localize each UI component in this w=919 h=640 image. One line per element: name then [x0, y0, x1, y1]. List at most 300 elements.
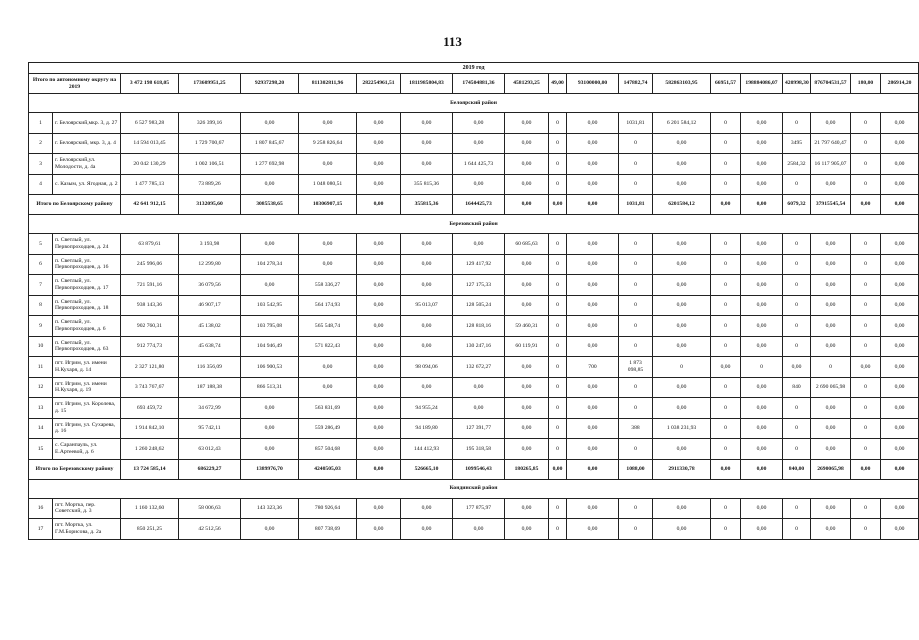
row-cell: 0 [619, 398, 653, 419]
row-cell: 63 012,43 [179, 439, 241, 460]
row-cell: 0,00 [241, 234, 299, 255]
row-cell: 0,00 [453, 377, 505, 398]
row-cell: 912 774,73 [121, 336, 179, 357]
row-number: 15 [29, 439, 53, 460]
district-total-cell: 6079,32 [783, 195, 811, 215]
row-cell: 0,00 [453, 133, 505, 154]
row-address: г. Белоярский, мкр. 3, д. 4 [53, 133, 121, 154]
row-cell: 0 [549, 336, 567, 357]
row-cell: 0,00 [741, 154, 783, 175]
row-cell: 45 138,02 [179, 316, 241, 337]
district-total-cell: 180265,85 [505, 459, 549, 479]
row-cell: 0,00 [401, 275, 453, 296]
row-cell: 0 [711, 275, 741, 296]
row-cell: 0,00 [653, 498, 711, 519]
row-cell: 0,00 [881, 275, 919, 296]
row-cell: 0,00 [741, 254, 783, 275]
row-cell: 0,00 [567, 174, 619, 195]
row-cell: 564 174,93 [299, 295, 357, 316]
district-total-cell: 0,00 [741, 195, 783, 215]
row-cell: 0 [619, 519, 653, 540]
row-cell: 1 477 785,13 [121, 174, 179, 195]
row-cell: 73 889,26 [179, 174, 241, 195]
summary-cell: 3 472 198 618,05 [121, 74, 179, 94]
district-header [29, 215, 919, 234]
row-cell: 902 760,31 [121, 316, 179, 337]
row-address: пгт. Игрим, ул. имени Н.Кухаря, д. 14 [53, 357, 121, 378]
district-total-cell: 4240505,03 [299, 459, 357, 479]
row-cell: 0 [619, 133, 653, 154]
row-cell: 0,00 [453, 113, 505, 134]
row-address: г. Белоярский,ул. Молодости, д. 4а [53, 154, 121, 175]
row-cell: 0,00 [881, 439, 919, 460]
row-number: 10 [29, 336, 53, 357]
row-cell: 0,00 [401, 133, 453, 154]
row-cell: 0,00 [505, 174, 549, 195]
district-total-cell: 42 641 912,15 [121, 195, 179, 215]
row-cell: 0 [783, 254, 811, 275]
row-cell: 0,00 [653, 174, 711, 195]
district-total-cell: 0,00 [549, 195, 567, 215]
row-cell: 0 [549, 316, 567, 337]
row-cell: 0,00 [881, 174, 919, 195]
row-cell: 0,00 [401, 154, 453, 175]
row-cell: 1 807 845,67 [241, 133, 299, 154]
row-address: п. Светлый, ул. Первопроходцев, д. 63 [53, 336, 121, 357]
row-cell: 0,00 [505, 357, 549, 378]
row-cell: 16 117 905,07 [811, 154, 851, 175]
row-cell: 0,00 [653, 295, 711, 316]
row-cell: 0,00 [811, 234, 851, 255]
row-cell: 0,00 [567, 154, 619, 175]
row-cell: 0 [783, 234, 811, 255]
row-cell: 0 [619, 439, 653, 460]
row-cell: 0,00 [653, 154, 711, 175]
district-total-cell: 526665,10 [401, 459, 453, 479]
row-cell: 1 160 132,60 [121, 498, 179, 519]
district-total-row [29, 195, 919, 215]
district-total-label: Итого по Березовскому району [29, 459, 121, 479]
row-cell: 0,00 [241, 439, 299, 460]
district-total-cell: 0,00 [549, 459, 567, 479]
row-cell: 0,00 [505, 519, 549, 540]
row-cell: 0,00 [357, 275, 401, 296]
row-cell: 0,00 [401, 336, 453, 357]
summary-cell: 92937298,20 [241, 74, 299, 94]
row-cell: 0 [549, 498, 567, 519]
district-total-cell: 0,00 [711, 459, 741, 479]
row-cell: 143 323,36 [241, 498, 299, 519]
row-cell: 0,00 [505, 154, 549, 175]
row-cell: 46 907,17 [179, 295, 241, 316]
row-cell: 0,00 [357, 174, 401, 195]
row-cell: 0,00 [401, 316, 453, 337]
row-cell: 0,00 [357, 133, 401, 154]
table-row [29, 275, 919, 296]
row-cell: 0,00 [741, 275, 783, 296]
row-cell: 144 412,93 [401, 439, 453, 460]
table-row [29, 336, 919, 357]
summary-row [29, 74, 919, 94]
row-cell: 0 [711, 254, 741, 275]
row-number: 1 [29, 113, 53, 134]
row-cell: 0,00 [811, 439, 851, 460]
row-cell: 0,00 [505, 498, 549, 519]
row-cell: 21 797 640,47 [811, 133, 851, 154]
row-cell: 0,00 [357, 113, 401, 134]
summary-cell: 876704531,57 [811, 74, 851, 94]
district-total-cell: 0,00 [851, 459, 881, 479]
row-cell: 195 318,58 [453, 439, 505, 460]
row-cell: 0,00 [505, 418, 549, 439]
table-row [29, 357, 919, 378]
district-total-cell: 1099546,43 [453, 459, 505, 479]
row-cell: 1 260 248,62 [121, 439, 179, 460]
row-cell: 98 094,06 [401, 357, 453, 378]
row-cell: 0,00 [811, 418, 851, 439]
row-cell: 0,00 [299, 377, 357, 398]
row-cell: 0,00 [881, 133, 919, 154]
row-cell: 558 336,27 [299, 275, 357, 296]
row-cell: 0,00 [811, 316, 851, 337]
row-cell: 0,00 [711, 357, 741, 378]
row-cell: 0,00 [741, 133, 783, 154]
row-cell: 0,00 [567, 275, 619, 296]
row-cell: 388 [619, 418, 653, 439]
row-cell: 0,00 [453, 234, 505, 255]
summary-cell: 1811985804,83 [401, 74, 453, 94]
row-cell: 12 299,80 [179, 254, 241, 275]
district-total-cell: 0,00 [357, 195, 401, 215]
row-cell: 3495 [783, 133, 811, 154]
row-cell: 0,00 [505, 254, 549, 275]
row-cell: 0 [851, 498, 881, 519]
row-cell: 1 729 700,67 [179, 133, 241, 154]
row-cell: 0 [783, 439, 811, 460]
row-cell: 0 [783, 498, 811, 519]
row-cell: 0,00 [811, 113, 851, 134]
row-cell: 0 [851, 398, 881, 419]
row-cell: 0 [619, 295, 653, 316]
table-row [29, 439, 919, 460]
row-cell: 0 [783, 174, 811, 195]
row-address: г. Белоярский,мкр. 3, д. 27 [53, 113, 121, 134]
row-number: 17 [29, 519, 53, 540]
row-cell: 0,00 [881, 113, 919, 134]
district-total-cell: 37915545,54 [811, 195, 851, 215]
row-cell: 0 [549, 234, 567, 255]
row-cell: 0,00 [505, 439, 549, 460]
district-total-cell: 0,00 [567, 195, 619, 215]
row-cell: 563 831,69 [299, 398, 357, 419]
row-cell: 0,00 [567, 254, 619, 275]
row-number: 8 [29, 295, 53, 316]
row-address: пгт. Игрим, ул. имени Н.Кухаря, д. 19 [53, 377, 121, 398]
row-cell: 0,00 [505, 295, 549, 316]
row-cell: 0,00 [881, 377, 919, 398]
summary-cell: 420998,30 [783, 74, 811, 94]
table-row [29, 418, 919, 439]
row-address: п. Светлый, ул. Первопроходцев, д. 6 [53, 316, 121, 337]
row-cell: 807 738,69 [299, 519, 357, 540]
summary-cell: 49,00 [549, 74, 567, 94]
district-total-cell: 1389976,70 [241, 459, 299, 479]
row-cell: 0 [549, 133, 567, 154]
row-cell: 0 [549, 174, 567, 195]
table-row [29, 113, 919, 134]
row-cell: 693 459,72 [121, 398, 179, 419]
district-total-cell: 6201584,12 [653, 195, 711, 215]
row-cell: 0,00 [741, 418, 783, 439]
row-cell: 0,00 [653, 133, 711, 154]
table-row [29, 133, 919, 154]
row-cell: 0 [549, 295, 567, 316]
summary-label: Итого по автономному округу на 2019 [29, 74, 121, 94]
row-cell: 0,00 [653, 254, 711, 275]
row-cell: 0 [711, 113, 741, 134]
row-address: п. Светлый, ул. Первопроходцев, д. 18 [53, 295, 121, 316]
row-cell: 0,00 [881, 234, 919, 255]
row-cell: 2584,32 [783, 154, 811, 175]
row-cell: 0 [711, 377, 741, 398]
row-cell: 0,00 [811, 295, 851, 316]
budget-table [28, 62, 919, 540]
district-total-cell: 1031,81 [619, 195, 653, 215]
row-cell: 0,00 [653, 377, 711, 398]
row-cell: 0,00 [401, 113, 453, 134]
row-cell: 0,00 [567, 295, 619, 316]
table-row [29, 398, 919, 419]
row-cell: 94 189,80 [401, 418, 453, 439]
row-cell: 0,00 [299, 113, 357, 134]
row-cell: 9 258 826,64 [299, 133, 357, 154]
row-cell: 0 [619, 377, 653, 398]
summary-cell: 811302811,96 [299, 74, 357, 94]
district-name: Кондинский район [29, 479, 919, 498]
row-cell: 0,00 [357, 519, 401, 540]
row-cell: 0,00 [741, 377, 783, 398]
row-cell: 0,00 [881, 336, 919, 357]
row-cell: 0,00 [653, 336, 711, 357]
row-cell: 0 [711, 174, 741, 195]
row-cell: 45 638,74 [179, 336, 241, 357]
row-number: 6 [29, 254, 53, 275]
table-row [29, 174, 919, 195]
row-cell: 0 [783, 336, 811, 357]
row-cell: 0,00 [811, 498, 851, 519]
row-cell: 0,00 [357, 418, 401, 439]
row-cell: 0,00 [357, 154, 401, 175]
row-cell: 0 [549, 275, 567, 296]
row-cell: 0 [549, 113, 567, 134]
row-cell: 840 [783, 377, 811, 398]
row-cell: 0 [711, 439, 741, 460]
row-cell: 0,00 [567, 498, 619, 519]
district-total-cell: 13 724 585,14 [121, 459, 179, 479]
row-cell: 58 006,63 [179, 498, 241, 519]
row-cell: 1 873 098,85 [619, 357, 653, 378]
district-total-cell: 3085538,65 [241, 195, 299, 215]
summary-cell: 282254961,51 [357, 74, 401, 94]
row-address: с. Казым, ул. Ягодная, д. 2 [53, 174, 121, 195]
row-cell: 0 [619, 154, 653, 175]
row-cell: 0 [711, 418, 741, 439]
row-cell: 326 399,16 [179, 113, 241, 134]
row-cell: 0,00 [453, 174, 505, 195]
row-cell: 116 356,09 [179, 357, 241, 378]
row-cell: 0 [783, 316, 811, 337]
row-cell: 0 [783, 418, 811, 439]
row-cell: 0,00 [653, 234, 711, 255]
table-row [29, 498, 919, 519]
row-cell: 0,00 [505, 377, 549, 398]
row-cell: 0,00 [401, 254, 453, 275]
summary-cell: 582863103,95 [653, 74, 711, 94]
row-cell: 0,00 [401, 377, 453, 398]
row-number: 16 [29, 498, 53, 519]
row-cell: 0,00 [241, 174, 299, 195]
row-number: 7 [29, 275, 53, 296]
row-cell: 0,00 [741, 295, 783, 316]
row-cell: 0,00 [741, 113, 783, 134]
row-cell: 2 327 121,80 [121, 357, 179, 378]
row-cell: 0,00 [357, 377, 401, 398]
row-cell: 0,00 [783, 357, 811, 378]
row-cell: 1 914 842,10 [121, 418, 179, 439]
row-address: п. Светлый, ул. Первопроходцев, д. 16 [53, 254, 121, 275]
row-cell: 0,00 [811, 398, 851, 419]
row-cell: 0,00 [881, 498, 919, 519]
row-number: 4 [29, 174, 53, 195]
row-address: с. Саранпауль, ул. Е.Артеевой, д. 6 [53, 439, 121, 460]
row-cell: 128 818,16 [453, 316, 505, 337]
summary-cell: 173609951,25 [179, 74, 241, 94]
row-cell: 0 [619, 336, 653, 357]
row-cell: 0 [851, 519, 881, 540]
summary-cell: 4581293,25 [505, 74, 549, 94]
row-cell: 0,00 [881, 398, 919, 419]
row-cell: 0,00 [453, 519, 505, 540]
row-cell: 106 900,53 [241, 357, 299, 378]
row-number: 13 [29, 398, 53, 419]
row-cell: 0,00 [811, 275, 851, 296]
row-cell: 103 542,95 [241, 295, 299, 316]
row-number: 3 [29, 154, 53, 175]
row-cell: 0,00 [357, 357, 401, 378]
row-cell: 60 685,63 [505, 234, 549, 255]
row-cell: 2 690 065,98 [811, 377, 851, 398]
row-cell: 0,00 [567, 519, 619, 540]
row-cell: 0,00 [881, 254, 919, 275]
row-cell: 127 391,77 [453, 418, 505, 439]
row-address: п. Светлый, ул. Первопроходцев, д. 17 [53, 275, 121, 296]
district-header [29, 479, 919, 498]
district-total-cell: 0,00 [505, 195, 549, 215]
row-cell: 0 [549, 519, 567, 540]
row-cell: 700 [567, 357, 619, 378]
row-cell: 0,00 [401, 234, 453, 255]
row-cell: 0,00 [741, 498, 783, 519]
row-cell: 0,00 [653, 398, 711, 419]
row-cell: 0 [619, 174, 653, 195]
district-total-cell: 0,00 [567, 459, 619, 479]
row-cell: 0 [549, 254, 567, 275]
row-cell: 0 [851, 113, 881, 134]
row-cell: 0 [711, 316, 741, 337]
row-cell: 0 [711, 295, 741, 316]
row-cell: 95 013,07 [401, 295, 453, 316]
page-number: 113 [443, 34, 462, 49]
row-cell: 60 119,91 [505, 336, 549, 357]
row-cell: 0 [851, 254, 881, 275]
row-cell: 0,00 [241, 113, 299, 134]
row-cell: 0,00 [851, 357, 881, 378]
row-cell: 104 946,49 [241, 336, 299, 357]
row-cell: 0,00 [299, 234, 357, 255]
row-cell: 130 247,16 [453, 336, 505, 357]
row-cell: 6 527 983,28 [121, 113, 179, 134]
district-total-cell: 0,00 [741, 459, 783, 479]
row-cell: 104 278,34 [241, 254, 299, 275]
row-cell: 938 143,36 [121, 295, 179, 316]
row-cell: 857 504,68 [299, 439, 357, 460]
row-cell: 0 [851, 336, 881, 357]
row-cell: 20 042 130,29 [121, 154, 179, 175]
row-cell: 0,00 [357, 498, 401, 519]
row-cell: 0,00 [567, 377, 619, 398]
row-cell: 0 [783, 275, 811, 296]
row-cell: 0 [711, 336, 741, 357]
row-cell: 94 955,24 [401, 398, 453, 419]
row-cell: 0,00 [881, 154, 919, 175]
row-number: 11 [29, 357, 53, 378]
row-cell: 0,00 [811, 336, 851, 357]
row-cell: 0,00 [505, 133, 549, 154]
table-row [29, 519, 919, 540]
row-cell: 1 277 692,98 [241, 154, 299, 175]
summary-cell: 93100000,00 [567, 74, 619, 94]
row-cell: 0,00 [741, 519, 783, 540]
row-cell: 1 038 231,93 [653, 418, 711, 439]
row-cell: 0 [783, 295, 811, 316]
row-cell: 0,00 [741, 398, 783, 419]
row-cell: 0,00 [741, 316, 783, 337]
row-number: 2 [29, 133, 53, 154]
row-cell: 1 644 425,73 [453, 154, 505, 175]
row-cell: 132 672,27 [453, 357, 505, 378]
table-row [29, 295, 919, 316]
row-cell: 571 822,43 [299, 336, 357, 357]
district-total-cell: 0,00 [357, 459, 401, 479]
row-cell: 128 505,24 [453, 295, 505, 316]
district-total-cell: 1088,00 [619, 459, 653, 479]
row-cell: 0 [711, 154, 741, 175]
row-cell: 0,00 [357, 295, 401, 316]
row-cell: 0 [851, 275, 881, 296]
row-cell: 245 996,06 [121, 254, 179, 275]
row-cell: 127 175,33 [453, 275, 505, 296]
row-cell: 34 672,99 [179, 398, 241, 419]
row-address: пгт. Игрим, ул. Сухарева, д. 16 [53, 418, 121, 439]
row-cell: 63 879,61 [121, 234, 179, 255]
row-cell: 0 [851, 439, 881, 460]
row-cell: 0,00 [401, 498, 453, 519]
row-cell: 0,00 [505, 275, 549, 296]
row-cell: 565 548,74 [299, 316, 357, 337]
district-total-row [29, 459, 919, 479]
row-cell: 0,00 [299, 154, 357, 175]
row-number: 5 [29, 234, 53, 255]
